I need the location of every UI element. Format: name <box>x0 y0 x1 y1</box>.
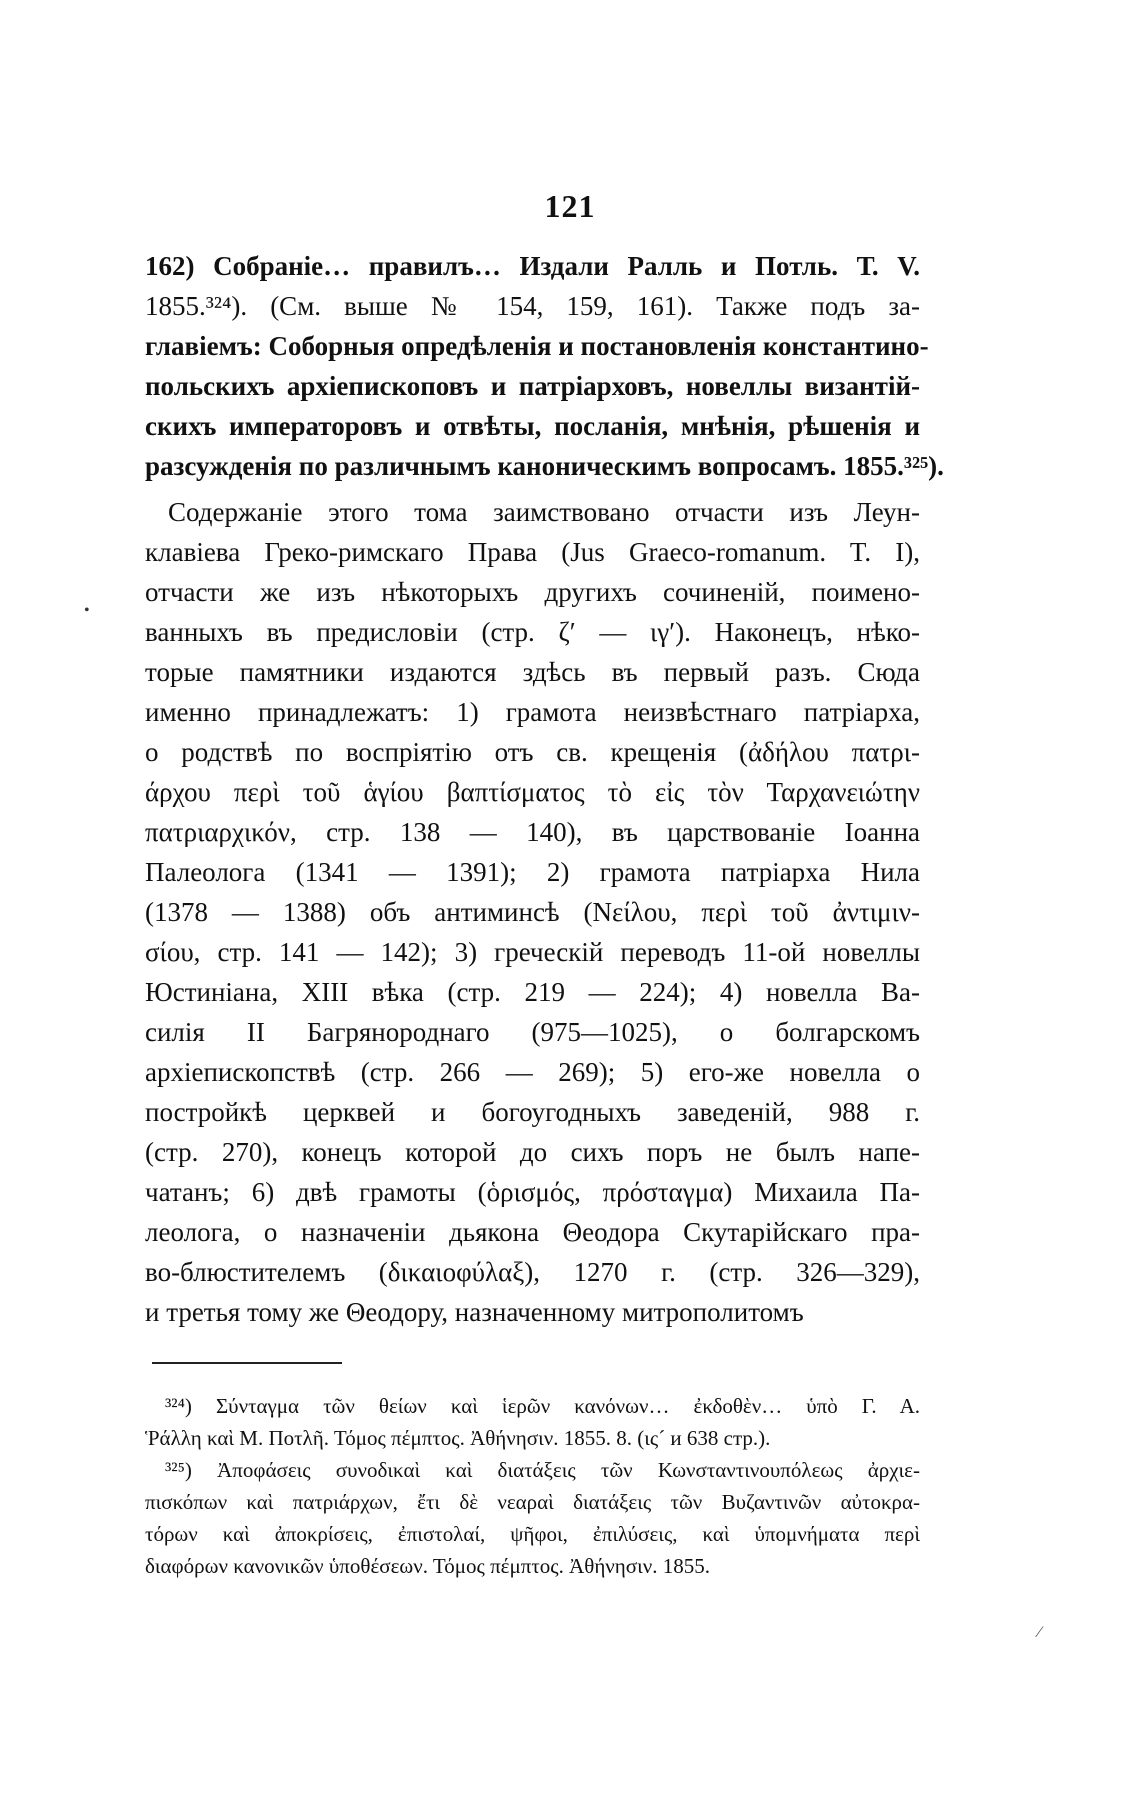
body-line: отчасти же изъ нѣкоторыхъ другихъ сочиненій, поимено- <box>145 577 920 607</box>
body-line: польскихъ архіепископовъ и патріарховъ, новеллы византій- <box>145 371 920 401</box>
body-line: Содержаніе этого тома заимствовано отчасти изъ Леун- <box>168 497 920 527</box>
body-line: чатанъ; 6) двѣ грамоты (ὁρισμός, πρόσταγμα) Михаила Па- <box>145 1177 920 1207</box>
body-line: ванныхъ въ предисловіи (стр. ζʹ — ιγʹ). Наконецъ, нѣко- <box>145 617 920 647</box>
footnote-line: διαφόρων κανονικῶν ὑποθέσεων. Τόμος πέμπτος. Ἀθήνησιν. 1855. <box>145 1554 711 1578</box>
body-line: скихъ императоровъ и отвѣты, посланія, мнѣнія, рѣшенія и <box>145 411 920 441</box>
body-line: главіемъ: Соборныя опредѣленія и постановленія константино- <box>145 331 929 361</box>
body-line: (1378 — 1388) объ антиминсѣ (Νείλου, περὶ τοῦ ἀντιμιν- <box>145 897 920 927</box>
body-line: Палеолога (1341 — 1391); 2) грамота патріарха Нила <box>145 857 920 887</box>
footnote-line: Ῥάλλη καὶ Μ. Ποτλῆ. Τόμος πέμπτος. Ἀθήνησιν. 1855. 8. (ις´ и 638 стр.). <box>145 1426 771 1450</box>
body-line: леолога, о назначеніи дьякона Θеодора Скутарійскаго пра- <box>145 1217 920 1247</box>
footnote-divider <box>152 1362 342 1364</box>
body-line: 162) Собраніе… правилъ… Издали Ралль и Потль. Т. V. <box>145 251 920 281</box>
body-line: (стр. 270), конецъ которой до сихъ поръ не былъ напе- <box>145 1137 920 1167</box>
body-line: и третья тому же Θеодору, назначенному митрополитомъ <box>145 1297 804 1327</box>
body-line: во-блюстителемъ (δικαιοφύλαξ), 1270 г. (стр. 326—329), <box>145 1257 920 1287</box>
body-line: о родствѣ по воспріятію отъ св. крещенія (ἀδήλου πατρι- <box>145 737 920 767</box>
body-line: Юстиніана, XIII вѣка (стр. 219 — 224); 4) новелла Ва- <box>145 977 920 1007</box>
body-line: именно принадлежатъ: 1) грамота неизвѣстнаго патріарха, <box>145 697 920 727</box>
body-line: σίου, стр. 141 — 142); 3) греческій переводъ 11-ой новеллы <box>145 937 920 967</box>
body-line: 1855.³²⁴). (См. выше № 154, 159, 161). Также подъ за- <box>145 291 920 321</box>
body-line: άρχου περὶ τοῦ ἁγίου βαπτίσματος τὸ εἰς τὸν Ταρχανειώτην <box>145 777 920 807</box>
body-line: πατριαρχικόν, стр. 138 — 140), въ царствованіе Іоанна <box>145 817 920 847</box>
footnote-line: ³²⁵) Ἀποφάσεις συνοδικαὶ καὶ διατάξεις τῶν Κωνσταντινουπόλεως ἀρχιε- <box>165 1458 920 1482</box>
body-line: торые памятники издаются здѣсь въ первый разъ. Сюда <box>145 657 920 687</box>
body-line: архіепископствѣ (стр. 266 — 269); 5) его-же новелла о <box>145 1057 920 1087</box>
body-line: клавіева Греко-римскаго Права (Jus Graeco-romanum. T. I), <box>145 537 920 567</box>
footnote-line: ³²⁴) Σύνταγμα τῶν θείων καὶ ἱερῶν κανόνων… ἐκδοθὲν… ὑπὸ Γ. Α. <box>165 1394 920 1418</box>
body-line: силія II Багрянороднаго (975—1025), о болгарскомъ <box>145 1017 920 1047</box>
body-line: разсужденія по различнымъ каноническимъ вопросамъ. 1855.³²⁵). <box>145 451 944 481</box>
page-number: 121 <box>544 188 596 224</box>
margin-speck: • <box>84 602 90 619</box>
margin-speck: ⁄ <box>1038 1624 1041 1641</box>
footnote-line: τόρων καὶ ἀποκρίσεις, ἐπιστολαί, ψῆφοι, ἐπιλύσεις, καὶ ὑπομνήματα περὶ <box>145 1522 920 1546</box>
footnote-line: πισκόπων καὶ πατριάρχων, ἔτι δὲ νεαραὶ διατάξεις τῶν Βυζαντινῶν αὐτοκρα- <box>145 1490 920 1514</box>
body-line: постройкѣ церквей и богоугодныхъ заведеній, 988 г. <box>145 1097 920 1127</box>
